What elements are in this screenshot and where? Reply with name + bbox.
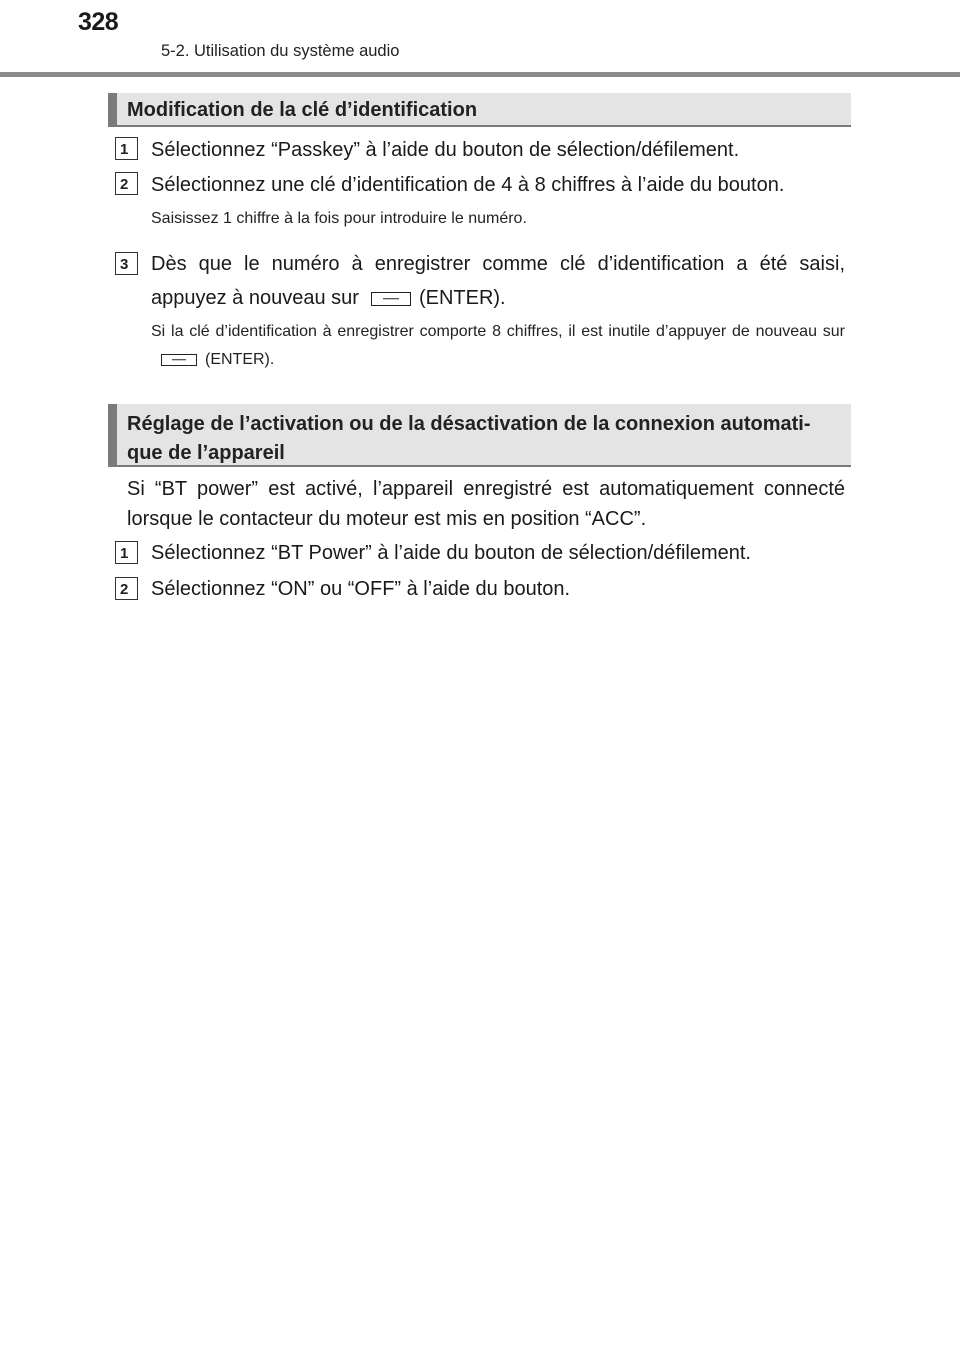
section-title-auto-connect: Réglage de l’activation ou de la désactivation de la connexion automati- que de l’appareil: [108, 404, 851, 467]
enter-key-icon: [371, 292, 411, 306]
enter-key-icon: [161, 354, 197, 366]
note-text-part: Si la clé d’identification à enregistrer comporte 8 chiffres, il est inutile d’appuyer de nouveau sur: [151, 323, 845, 340]
section-intro: Si “BT power” est activé, l’appareil enregistré est automatiquement connecté lorsque le contacteur du moteur est mis en position “ACC”.: [127, 478, 845, 530]
section-title-passkey: Modification de la clé d’identification: [108, 93, 851, 127]
note-text-part: (ENTER).: [205, 351, 275, 368]
step-text: Sélectionnez “BT Power” à l’aide du bouton de sélection/défilement.: [151, 542, 751, 564]
running-header: 5-2. Utilisation du système audio: [161, 42, 400, 60]
step-text-part: (ENTER).: [418, 287, 506, 309]
step-text: Sélectionnez “ON” ou “OFF” à l’aide du bouton.: [151, 578, 571, 600]
step-number-box: 1: [115, 137, 138, 160]
page-number: 328: [78, 8, 119, 36]
header-rule: [0, 72, 960, 77]
step-note: Saisissez 1 chiffre à la fois pour introduire le numéro.: [151, 210, 527, 227]
step-number-box: 1: [115, 541, 138, 564]
step-text: Sélectionnez “Passkey” à l’aide du bouton de sélection/défilement.: [151, 139, 740, 161]
step-note: [151, 318, 845, 374]
step-text: [151, 247, 845, 315]
step-text-part: Dès que le numéro à enregistrer comme clé d’identification a été saisi, appuyez à nouveau sur: [151, 253, 845, 309]
step-text: Sélectionnez une clé d’identification de 4 à 8 chiffres à l’aide du bouton.: [151, 174, 785, 196]
step-number-box: 3: [115, 252, 138, 275]
step-number-box: 2: [115, 172, 138, 195]
step-number-box: 2: [115, 577, 138, 600]
